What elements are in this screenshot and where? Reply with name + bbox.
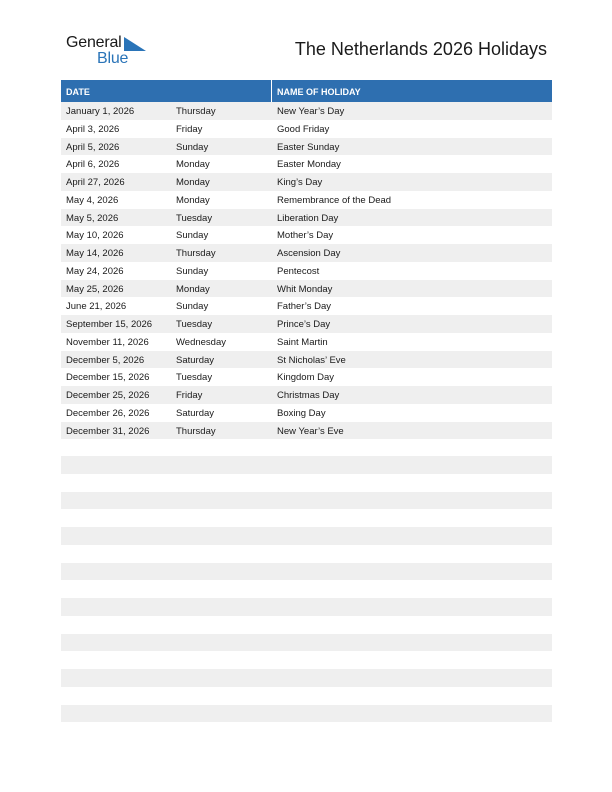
- table-row: [61, 315, 552, 333]
- row-holiday-name: Saint Martin: [277, 336, 328, 348]
- row-holiday-name: Christmas Day: [277, 390, 340, 401]
- row-date: December 15, 2026: [66, 372, 150, 384]
- row-day: Sunday: [176, 141, 209, 153]
- empty-row: [61, 456, 552, 474]
- row-day: Sunday: [176, 265, 209, 277]
- table-row: [61, 297, 552, 315]
- row-date: April 27, 2026: [66, 177, 125, 188]
- row-date: December 31, 2026: [66, 425, 150, 437]
- logo-word-general: General: [66, 34, 122, 51]
- table-row: [61, 404, 552, 422]
- row-day: Sunday: [176, 301, 209, 313]
- row-holiday-name: Good Friday: [277, 123, 330, 135]
- table-row: [61, 351, 552, 369]
- row-holiday-name: Remembrance of the Dead: [277, 194, 392, 206]
- table-row: [61, 368, 552, 386]
- row-day: Friday: [176, 390, 203, 401]
- row-holiday-name: Father’s Day: [277, 301, 332, 313]
- row-day: Thursday: [176, 248, 216, 259]
- table-row: [61, 155, 552, 173]
- row-holiday-name: Easter Monday: [277, 159, 341, 171]
- row-date: September 15, 2026: [66, 319, 153, 330]
- row-date: April 5, 2026: [66, 141, 120, 153]
- empty-row: [61, 669, 552, 687]
- table-row: [61, 422, 552, 440]
- row-holiday-name: Whit Monday: [277, 283, 333, 295]
- row-holiday-name: Pentecost: [277, 265, 320, 277]
- holidays-table: [61, 80, 552, 439]
- row-date: May 14, 2026: [66, 248, 124, 259]
- table-row: [61, 102, 552, 120]
- row-holiday-name: Ascension Day: [277, 248, 341, 259]
- logo-word-blue: Blue: [97, 50, 129, 67]
- row-holiday-name: Easter Sunday: [277, 141, 340, 153]
- row-date: January 1, 2026: [66, 106, 135, 117]
- row-day: Tuesday: [176, 372, 213, 384]
- empty-row: [61, 634, 552, 652]
- row-day: Saturday: [176, 354, 215, 366]
- generalblue-logo: [66, 34, 166, 70]
- row-day: Monday: [176, 177, 210, 188]
- row-date: April 6, 2026: [66, 159, 120, 171]
- row-holiday-name: Kingdom Day: [277, 372, 335, 384]
- table-row: [61, 226, 552, 244]
- row-holiday-name: Boxing Day: [277, 407, 326, 419]
- logo-triangle-icon: [124, 37, 146, 51]
- header-holiday-name: NAME OF HOLIDAY: [277, 87, 361, 97]
- row-date: April 3, 2026: [66, 123, 120, 135]
- empty-row: [61, 527, 552, 545]
- table-row: [61, 191, 552, 209]
- header-date: DATE: [66, 87, 90, 97]
- row-holiday-name: Prince’s Day: [277, 319, 331, 330]
- row-day: Saturday: [176, 407, 215, 419]
- row-date: December 26, 2026: [66, 407, 150, 419]
- row-day: Tuesday: [176, 212, 213, 224]
- row-holiday-name: St Nicholas’ Eve: [277, 354, 346, 366]
- row-holiday-name: New Year’s Day: [277, 106, 345, 117]
- table-row: [61, 120, 552, 138]
- row-day: Monday: [176, 194, 210, 206]
- row-day: Sunday: [176, 230, 209, 242]
- row-date: November 11, 2026: [66, 336, 149, 348]
- table-row: [61, 209, 552, 227]
- empty-row: [61, 563, 552, 581]
- page-title: The Netherlands 2026 Holidays: [294, 39, 547, 59]
- table-row: [61, 386, 552, 404]
- row-day: Tuesday: [176, 319, 213, 330]
- table-row: [61, 280, 552, 298]
- row-date: December 25, 2026: [66, 390, 150, 401]
- table-header: [61, 80, 552, 102]
- row-day: Monday: [176, 283, 210, 295]
- table-row: [61, 173, 552, 191]
- table-row: [61, 333, 552, 351]
- table-row: [61, 244, 552, 262]
- row-holiday-name: Mother’s Day: [277, 230, 334, 242]
- row-date: December 5, 2026: [66, 354, 145, 366]
- row-date: June 21, 2026: [66, 301, 127, 313]
- row-holiday-name: New Year’s Eve: [277, 425, 344, 437]
- table-body: [61, 102, 552, 439]
- row-date: May 5, 2026: [66, 212, 119, 224]
- row-day: Wednesday: [176, 336, 226, 348]
- empty-row: [61, 598, 552, 616]
- row-holiday-name: Liberation Day: [277, 212, 339, 224]
- row-date: May 10, 2026: [66, 230, 124, 242]
- row-day: Thursday: [176, 425, 216, 437]
- empty-row: [61, 705, 552, 723]
- row-day: Friday: [176, 123, 203, 135]
- row-day: Thursday: [176, 106, 216, 117]
- row-holiday-name: King’s Day: [277, 177, 323, 188]
- header-divider: [271, 80, 272, 102]
- row-date: May 24, 2026: [66, 265, 124, 277]
- row-day: Monday: [176, 159, 210, 171]
- table-row: [61, 262, 552, 280]
- table-row: [61, 138, 552, 156]
- row-date: May 25, 2026: [66, 283, 124, 295]
- row-date: May 4, 2026: [66, 194, 119, 206]
- empty-row: [61, 492, 552, 510]
